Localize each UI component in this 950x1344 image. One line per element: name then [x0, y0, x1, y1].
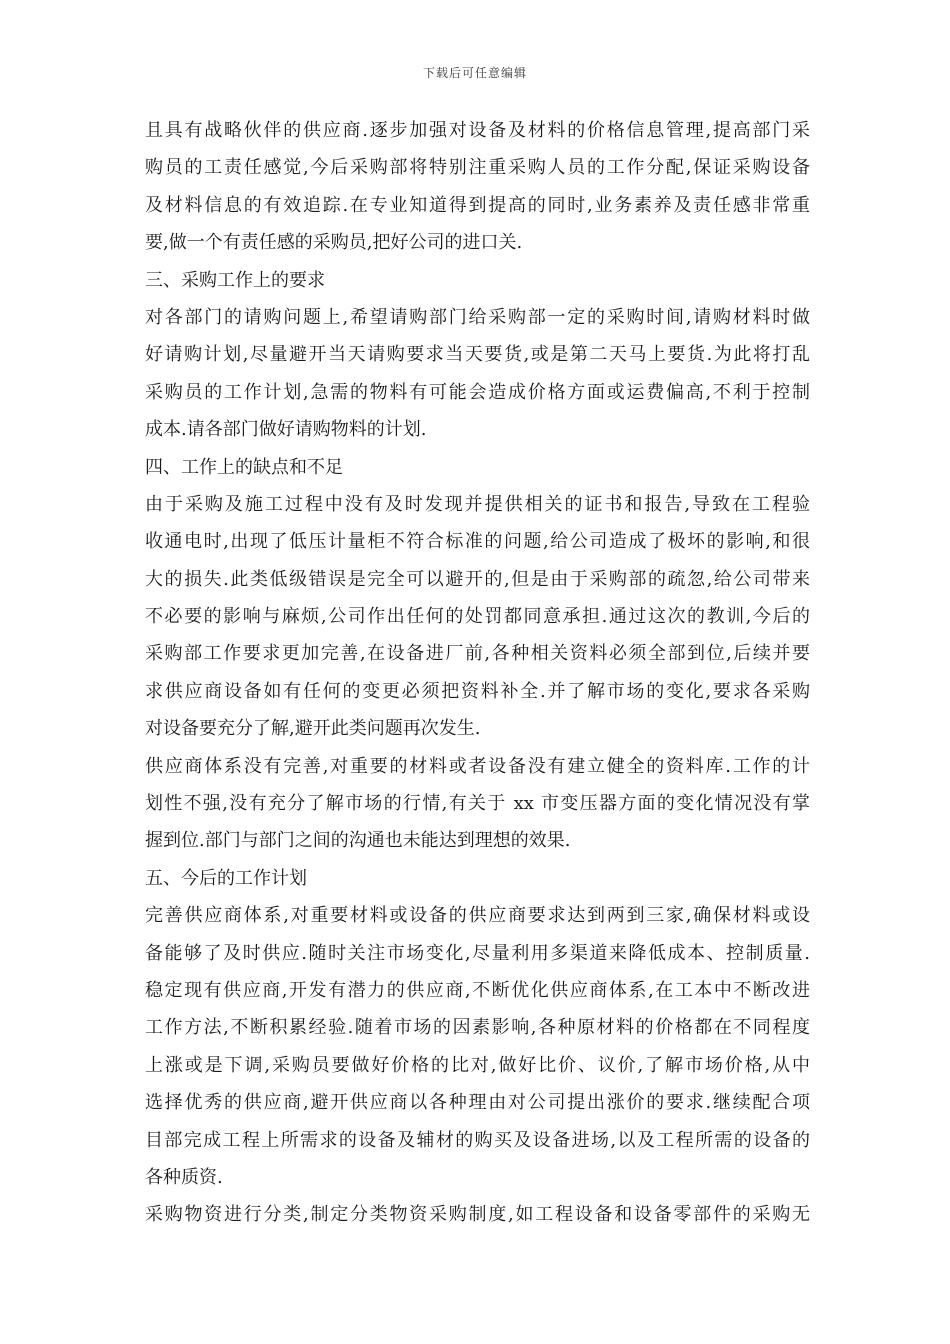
page-header: 下载后可任意编辑 [422, 66, 527, 80]
text-line: 收通电时,出现了低压计量柜不符合标准的问题,给公司造成了极坏的影响,和很 [145, 531, 810, 553]
section-heading: 三、采购工作上的要求 [145, 269, 325, 291]
text-line: 求供应商设备如有任何的变更必须把资料补全.并了解市场的变化,要求各采购 [145, 680, 810, 702]
text-line: 握到位.部门与部门之间的沟通也未能达到理想的效果. [145, 830, 571, 852]
text-line: 采购员的工作计划,急需的物料有可能会造成价格方面或运费偏高,不利于控制 [145, 381, 810, 403]
text-line: 上涨或是下调,采购员要做好价格的比对,做好比价、议价,了解市场价格,从中 [145, 1054, 810, 1076]
text-line: 各种质资. [145, 1166, 223, 1188]
text-line: 成本.请各部门做好请购物料的计划. [145, 419, 427, 441]
text-line: 不必要的影响与麻烦,公司作出任何的处罚都同意承担.通过这次的教训,今后的 [145, 606, 810, 628]
text-line: 大的损失.此类低级错误是完全可以避开的,但是由于采购部的疏忽,给公司带来 [145, 568, 810, 590]
text-line: 备能够了及时供应.随时关注市场变化,尽量利用多渠道来降低成本、控制质量. [145, 942, 810, 964]
text-line: 要,做一个有责任感的采购员,把好公司的进口关. [145, 232, 523, 254]
text-line: 目部完成工程上所需求的设备及辅材的购买及设备进场,以及工程所需的设备的 [145, 1129, 810, 1151]
text-line: 划性不强,没有充分了解市场的行情,有关于 xx 市变压器方面的变化情况没有掌 [145, 793, 810, 815]
text-line: 及材料信息的有效追踪.在专业知道得到提高的同时,业务素养及责任感非常重 [145, 194, 810, 216]
text-line: 购员的工责任感觉,今后采购部将特别注重采购人员的工作分配,保证采购设备 [145, 157, 810, 179]
text-line: 选择优秀的供应商,避开供应商以各种理由对公司提出涨价的要求.继续配合项 [145, 1092, 810, 1114]
text-line: 对设备要充分了解,避开此类问题再次发生. [145, 718, 481, 740]
section-heading: 五、今后的工作计划 [145, 867, 307, 889]
text-line: 由于采购及施工过程中没有及时发现并提供相关的证书和报告,导致在工程验 [145, 493, 810, 515]
text-line: 采购物资进行分类,制定分类物资采购制度,如工程设备和设备零部件的采购无 [145, 1204, 810, 1226]
text-line: 供应商体系没有完善,对重要的材料或者设备没有建立健全的资料库.工作的计 [145, 755, 810, 777]
text-line: 对各部门的请购问题上,希望请购部门给采购部一定的采购时间,请购材料时做 [145, 306, 810, 328]
text-line: 采购部工作要求更加完善,在设备进厂前,各种相关资料必须全部到位,后续并要 [145, 643, 810, 665]
text-line: 且具有战略伙伴的供应商.逐步加强对设备及材料的价格信息管理,提高部门采 [145, 120, 810, 141]
text-line: 完善供应商体系,对重要材料或设备的供应商要求达到两到三家,确保材料或设 [145, 905, 810, 927]
text-line: 工作方法,不断积累经验.随着市场的因素影响,各种原材料的价格都在不同程度 [145, 1017, 810, 1039]
text-line: 好请购计划,尽量避开当天请购要求当天要货,或是第二天马上要货.为此将打乱 [145, 344, 810, 366]
document-body [145, 112, 810, 1234]
text-line: 稳定现有供应商,开发有潜力的供应商,不断优化供应商体系,在工本中不断改进 [145, 979, 810, 1001]
section-heading: 四、工作上的缺点和不足 [145, 456, 343, 478]
